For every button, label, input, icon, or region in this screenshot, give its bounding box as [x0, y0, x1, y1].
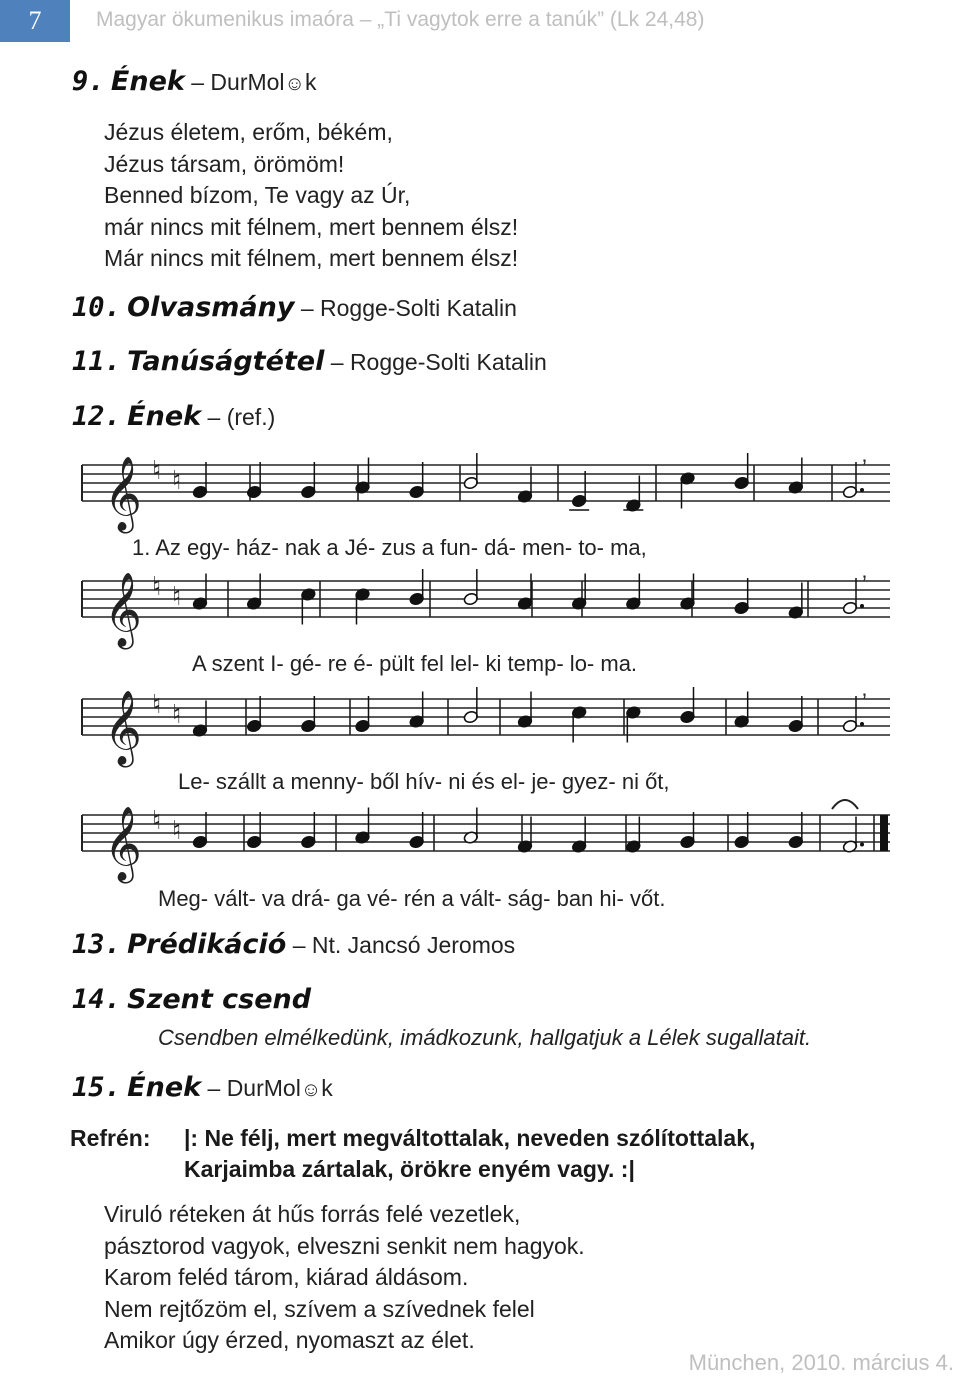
refrain-text: [184, 1123, 755, 1185]
refrain-label: Refrén:: [70, 1125, 151, 1151]
natural-sign-icon: ♮: [152, 571, 162, 601]
breath-mark-icon: ’: [862, 455, 867, 480]
item-9: [72, 66, 316, 97]
item-title: Ének: [127, 1072, 202, 1103]
lyric-line: Benned bízom, Te vagy az Úr,: [104, 182, 411, 208]
treble-clef-icon: 𝄞: [104, 691, 142, 763]
item-separator: –: [324, 349, 350, 375]
natural-sign-icon: ♮: [152, 689, 162, 719]
lyric-line: Nem rejtőzöm el, szívem a szívednek felel: [104, 1295, 535, 1322]
item-detail: Nt. Jancsó Jeromos: [311, 932, 516, 958]
natural-sign-icon: ♮: [172, 465, 182, 495]
dot-icon: [860, 722, 864, 726]
item-12: [72, 401, 275, 432]
lyric-line: már nincs mit félnem, mert bennem élsz!: [104, 213, 519, 240]
lyric-line: Karom feléd tárom, kiárad áldásom.: [104, 1264, 469, 1290]
item-14: [72, 984, 311, 1015]
item-number: 12.: [72, 401, 121, 432]
item-detail-tail: k: [304, 69, 317, 95]
natural-sign-icon: ♮: [172, 699, 182, 729]
item-detail: (ref.): [226, 404, 276, 430]
item-title: Ének: [110, 66, 185, 97]
item-detail: Rogge-Solti Katalin: [349, 349, 547, 375]
silence-note: Csendben elmélkedünk, imádkozunk, hallgatjuk a Lélek sugallatait.: [158, 1025, 812, 1050]
page-number: 7: [0, 0, 70, 42]
item-title: Olvasmány: [127, 292, 295, 323]
item-number: 13.: [72, 929, 121, 960]
score-lyric-line: A szent I- gé- re é- pült fel lel- ki temp- lo- ma.: [192, 651, 638, 676]
smiley-icon: ☺: [284, 73, 305, 95]
final-barline: [880, 815, 888, 851]
item-13: [72, 929, 515, 960]
smiley-icon: ☺: [300, 1079, 322, 1101]
item-separator: –: [294, 295, 321, 321]
score-lyric-line: 1. Az egy- ház- nak a Jé- zus a fun- dá- men- to- ma,: [132, 535, 647, 560]
item-title: Ének: [127, 401, 202, 432]
item-detail: DurMol: [210, 69, 285, 95]
refrain-line: |: Ne félj, mert megváltottalak, neveden szólítottalak,: [184, 1125, 756, 1151]
natural-sign-icon: ♮: [172, 581, 182, 611]
item-detail: DurMol: [226, 1075, 301, 1101]
treble-clef-icon: 𝄞: [104, 457, 142, 529]
footer-date: München, 2010. március 4.: [688, 1350, 954, 1375]
breath-mark-icon: ’: [862, 689, 867, 714]
natural-sign-icon: ♮: [152, 805, 162, 835]
lyric-line: Jézus társam, örömöm!: [104, 150, 345, 177]
breath-mark-icon: ’: [862, 571, 867, 596]
song-9-lyrics: [104, 117, 518, 275]
item-number: 10.: [72, 292, 121, 323]
item-separator: –: [201, 1075, 227, 1101]
item-number: 9.: [72, 66, 105, 97]
item-detail-tail: k: [321, 1075, 333, 1101]
lyric-line: Már nincs mit félnem, mert bennem élsz!: [104, 245, 519, 271]
item-number: 11.: [72, 346, 121, 377]
item-10: [72, 292, 517, 323]
song-15-lyrics: [104, 1199, 585, 1357]
fermata-icon: [832, 800, 858, 809]
item-number: 15.: [72, 1072, 121, 1103]
item-title: Tanúságtétel: [127, 346, 325, 377]
item-number: 14.: [72, 984, 121, 1015]
lyric-line: Viruló réteken át hűs forrás felé vezetlek,: [104, 1201, 521, 1227]
item-11: [72, 346, 547, 377]
lyric-line: Jézus életem, erőm, békém,: [104, 119, 393, 145]
lyric-line: pásztorod vagyok, elveszni senkit nem hagyok.: [104, 1232, 585, 1259]
music-score: [0, 445, 960, 920]
item-title: Szent csend: [127, 984, 312, 1015]
dot-icon: [860, 488, 864, 492]
natural-sign-icon: ♮: [152, 455, 162, 485]
item-15: [72, 1072, 333, 1103]
item-separator: –: [201, 404, 227, 430]
treble-clef-icon: 𝄞: [104, 573, 142, 645]
natural-sign-icon: ♮: [172, 815, 182, 845]
score-lyric-line: Meg- vált- va drá- ga vé- rén a vált- ság- ban hi- vőt.: [158, 886, 666, 911]
refrain-line: Karjaimba zártalak, örökre enyém vagy. :|: [184, 1156, 635, 1182]
item-separator: –: [184, 69, 211, 95]
item-separator: –: [286, 932, 312, 958]
dot-icon: [860, 843, 864, 847]
item-detail: Rogge-Solti Katalin: [320, 295, 517, 321]
treble-clef-icon: 𝄞: [104, 807, 142, 879]
item-title: Prédikáció: [127, 929, 287, 960]
lyric-line: Amikor úgy érzed, nyomaszt az élet.: [104, 1327, 475, 1353]
dot-icon: [860, 604, 864, 608]
header-title: Magyar ökumenikus imaóra – „Ti vagytok erre a tanúk” (Lk 24,48): [96, 8, 705, 31]
score-lyric-line: Le- szállt a menny- ből hív- ni és el- je- gyez- ni őt,: [178, 769, 670, 794]
